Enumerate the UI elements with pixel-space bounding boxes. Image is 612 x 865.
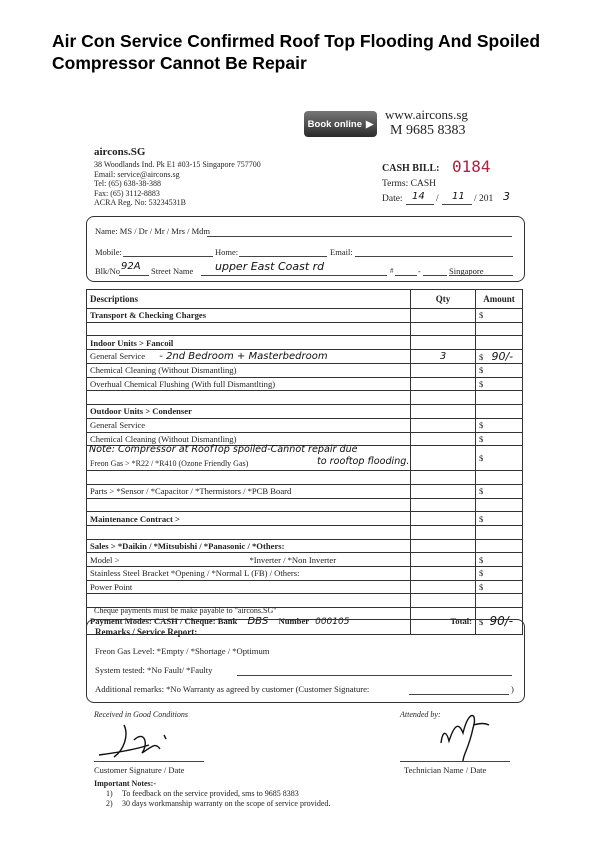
row-dollar: $ [476,418,523,432]
play-arrow-icon: ▶ [366,118,374,130]
note-2: 30 days workmanship warranty on the scope of service provided. [122,799,331,808]
items-table [86,289,523,635]
table-row [87,580,523,594]
table-row [87,364,523,378]
row-desc-extra: *Inverter / *Non Inverter [249,554,337,565]
date-year-digit: 3 [503,190,510,203]
row-dollar: $ [476,432,523,446]
freon-gas-level: Freon Gas Level: *Empty / *Shortage / *Optimum [95,646,270,656]
customer-signature-label: Customer Signature / Date [94,765,185,775]
row-dollar: $ [479,352,484,363]
row-desc: Parts > *Sensor / *Capacitor / *Thermistors / *PCB Board [87,484,411,498]
blk-value: 92A [121,261,141,272]
system-tested: System tested: *No Fault/ *Faulty [95,665,213,675]
row-qty: 3 [411,350,476,364]
street-label: Street Name [151,266,194,276]
table-row [87,350,523,364]
total-dollar: $ [479,617,484,628]
table-row [87,539,523,553]
row-dollar: $ [476,580,523,594]
row-dollar: $ [476,446,523,471]
row-desc: Stainless Steel Bracket *Opening / *Normal L (FB) / Others: [87,567,411,581]
remarks-heading: Remarks / Service Report: [95,627,198,637]
row-dollar: $ [476,377,523,391]
table-row [87,484,523,498]
technician-signature [433,703,513,763]
additional-remarks: Additional remarks: *No Warranty as agreed by customer (Customer Signature: [95,684,370,694]
row-desc: General Service [90,351,146,362]
company-acra: ACRA Reg. No: 53234531B [94,198,187,208]
col-qty: Qty [411,290,476,309]
cash-bill-number: 0184 [452,157,491,176]
row-desc: General Service [87,418,411,432]
handwritten-note-line-2: to rooftop flooding. [317,456,410,468]
row-desc: Overhual Chemical Flushing (With full Dismantlting) [87,377,411,391]
row-amount: 90/- [491,350,514,364]
handwritten-service-rooms: - 2nd Bedroom + Masterbedroom [159,351,328,363]
company-tel: Tel: (65) 638-38-388 [94,179,161,189]
row-desc: Freon Gas > *R22 / *R410 (Ozone Friendly Gas) [90,459,249,469]
table-row [87,418,523,432]
company-fax: Fax: (65) 3112-8883 [94,188,160,198]
mobile-label: Mobile: [95,247,122,257]
technician-signature-label: Technician Name / Date [404,765,487,775]
table-row [87,322,523,336]
payment-label: Payment Modes: CASH / Cheque: Bank [90,615,238,626]
table-row [87,391,523,405]
table-row [87,377,523,391]
table-row [87,498,523,512]
table-row [87,309,523,323]
received-label: Received in Good Conditions [94,710,188,719]
table-header-row [87,290,523,309]
cheque-note: Cheque payments must be make payable to "aircons.SG" [94,606,277,615]
additional-remarks-close: ) [511,684,514,694]
table-row [87,471,523,485]
row-desc: Indoor Units > Fancoil [87,336,411,350]
handwritten-note-line-1: Note: Compressor at RoofTop spoiled-Cannot repair due [89,444,358,456]
note-1-number: 1) [106,789,113,798]
total-value: 90/- [489,614,514,629]
customer-signature [94,715,194,765]
number-value: 000105 [315,616,350,627]
table-row [87,446,523,471]
table-row [87,512,523,526]
email-label: Email: [330,247,353,257]
note-1: To feedback on the service provided, sms to 9685 8383 [122,789,299,798]
book-online-label: Book online [307,118,363,130]
date-month: 11 [452,191,465,202]
customer-info-box: Name: MS / Dr / Mr / Mrs / Mdm Mobile: Home: Email: Blk/No 92A Street Name upper East Coast rd # - Singapore [86,216,525,282]
remarks-box [86,616,525,703]
blk-label: Blk/No [95,266,121,276]
row-desc: Power Point [87,580,411,594]
bank-value: DBS [247,615,269,627]
phone-number: M 9685 8383 [390,123,466,138]
date-label: Date: [382,194,403,204]
website: www.aircons.sg [385,107,468,122]
table-row [87,553,523,567]
row-dollar: $ [476,309,523,323]
row-desc: Chemical Cleaning (Without Dismantling) [87,364,411,378]
row-desc: Outdoor Units > Condenser [87,405,411,419]
row-desc: Model > [90,554,120,565]
company-address: 38 Woodlands Ind. Pk E1 #03-15 Singapore 757700 [94,160,261,169]
table-row [87,525,523,539]
attended-label: Attended by: [400,710,441,719]
row-dollar: $ [476,567,523,581]
row-desc: Maintenance Contract > [87,512,411,526]
company-email: Email: service@aircons.sg [94,169,180,179]
total-label: Total: [411,608,476,635]
street-value: upper East Coast rd [215,260,325,273]
row-dollar: $ [476,364,523,378]
table-row [87,405,523,419]
terms: Terms: CASH [382,179,436,189]
cash-bill-label: CASH BILL: [382,163,440,174]
page-title: Air Con Service Confirmed Roof Top Flooding And Spoiled Compressor Cannot Be Repair [52,31,541,73]
row-dollar: $ [476,553,523,567]
row-desc: Transport & Checking Charges [87,309,411,323]
home-label: Home: [215,247,239,257]
important-notes-heading: Important Notes:- [94,779,156,788]
row-dollar: $ [476,484,523,498]
col-amount: Amount [476,290,523,309]
note-2-number: 2) [106,799,113,808]
col-descriptions: Descriptions [87,290,411,309]
book-online-button[interactable] [304,111,377,137]
company-name: aircons.SG [94,146,146,158]
name-label: Name: MS / Dr / Mr / Mrs / Mdm [95,226,210,236]
table-row [87,567,523,581]
date-year-prefix: / 201 [474,194,494,204]
singapore-label: Singapore [449,266,484,276]
date-day: 14 [412,191,425,202]
cash-bill-document: Book online ▶ www.aircons.sg M 9685 8383 aircons.SG 38 Woodlands Ind. Pk E1 #03-15 Singapore 757700 Email: service@aircons.sg Tel: (65) 638-38-388 Fax: (65) 3112-8883 ACRA Reg. No: 53234531B CASH BILL: 0184 Terms: CASH Date: 14 / 11 / 201 3 Name: MS / Dr / Mr / Mrs / Mdm Mobile: Home: Email: Blk/No 92A Street Name upper East Coast rd # - Singapore Descriptions Qty Amount Transport & Checking Charges $ Indoor Units > Fancoil General Service - 2nd Bedroom + Masterbedroom 3 $ 90/- Chemical Cleaning (Without Dismantling) $ Overhual Chemical Flushing (With full Dismantlting) $ Outdoor Units > Condenser General Service $ Chemical Cleaning (Without Dismantling) $ Note: Compressor at RoofTop spoiled-Cannot repair due Freon Gas > *R22 / *R410 (Ozone Friendly Gas) to rooftop flooding. $ Parts > *Sensor / *Capacitor / *Thermistors / *PCB Board $ Maintenance Contract > $ Sales > *Daikin / *Mitsubishi / *Panasonic / *Others: Model > *Inverter / *Non Inverter $ Stainless Steel Bracket *Opening / *Normal L (FB) / Others: $ Power Point $ Payment Modes: CASH / Cheque: Bank DBS Number 000105 Total: $ 90/- Cheque payments must be make payable to "aircons.SG" Remarks / Service Report: Freon Gas Level: *Empty / *Shortage / *Optimum System tested: *No Fault/ *Faulty Additional remarks: *No Warranty as agreed by customer (Customer Signature: ) Received in Good Conditions Attended by: Customer Signature / Date Technician Name / Date Important Notes:- 1) To feedback on the service provided, sms to 9685 8383 2) 30 days workmanship warranty on the scope of service provided. [78,93,586,843]
company-details [94,160,261,208]
row-desc: Sales > *Daikin / *Mitsubishi / *Panasonic / *Others: [87,539,411,553]
table-row [87,336,523,350]
unit-label: # [390,267,394,275]
number-label: Number [278,615,309,626]
row-dollar: $ [476,512,523,526]
row-desc: Chemical Cleaning (Without Dismantling) [87,432,411,446]
